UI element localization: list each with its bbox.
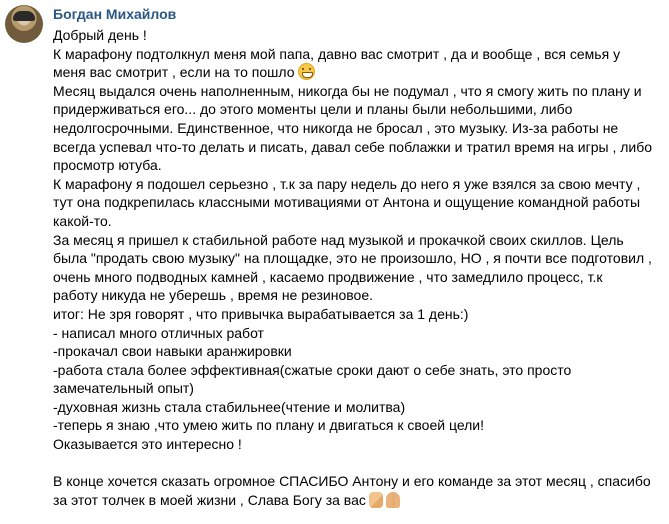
message-line [53,249,669,268]
message-line-text: -прокачал свои навыки аранжировки [53,343,292,360]
message-line-text: В конце хочется сказать огромное СПАСИБО Антону и его команде за этот месяц , спасибо [53,473,651,490]
message-line-text: работу никуда не уберешь , время не резиновое. [53,287,373,304]
message-line-text: К марафону подтолкнул меня мой папа, давно вас смотрит , да и вообще , вся семья у [53,45,621,62]
message-line-text: какой-то. [53,212,112,229]
message-line [53,398,669,417]
avatar-hat [13,11,35,21]
message-line [53,212,669,231]
message-line [53,193,669,212]
grinning-face-emoji [298,63,315,80]
message-line-text: просмотр ютуба. [53,157,162,174]
message-line [53,26,669,45]
message-line [53,379,669,398]
message-line [53,156,669,175]
message-line [53,416,669,435]
message-line [53,63,669,82]
message-line-text: очень много подводных камней , касаемо продвижение , что замедлило процесс, т.к [53,268,603,285]
message-line-text: придерживаться его... до этого моменты цели и планы были небольшими, либо [53,101,573,118]
message-line-text: - написал много отличных работ [53,324,264,341]
message-line-text: Оказывается это интересно ! [53,436,242,453]
message-line [53,138,669,157]
message-line [53,268,669,287]
message-line [53,175,669,194]
message-line-text: за этот толчек в моей жизни , Слава Богу за вас [53,491,366,508]
message-line [53,361,669,380]
message-line [53,100,669,119]
avatar[interactable] [5,5,43,43]
message-line-text: Добрый день ! [53,27,147,43]
message-line-text: -работа стала более эффективная(сжатые сроки дают о себе знать, это просто [53,361,572,378]
author-name[interactable]: Богдан Михайлов [53,6,177,22]
message-line [53,491,669,510]
flexed-biceps-emoji [369,492,383,508]
message-line-text: Месяц выдался очень наполненным, никогда бы не подумал , что я смогу жить по плану и [53,82,642,99]
message-line [53,472,669,491]
folded-hands-emoji [386,492,400,508]
message-line-text: -духовная жизнь стала стабильнее(чтение и молитва) [53,398,406,415]
message-body [53,26,669,509]
message-line-text: была "продать свою музыку" на площадке, это не произошло, НО , я почти все подготовил , [53,250,652,267]
message-line-text: итог: Не зря говорят , что привычка вырабатывается за 1 день:) [53,305,469,322]
message-line [53,435,669,454]
message-line-text: недолгосрочными. Единственное, что никогда не бросал , это музыку. Из-за работы не [53,119,619,136]
message-line [53,305,669,324]
message-line [53,119,669,138]
message-line [53,231,669,250]
message-line [53,45,669,64]
message-line-text: -теперь я знаю ,что умею жить по плану и двигаться к своей цели! [53,417,485,434]
message-line [53,286,669,305]
message-line-text: всегда успевал что-то делать и писать, давал себе поблажки и тратил время на игры , либо [53,138,653,155]
message-line [53,324,669,343]
message-line [53,342,669,361]
message-line-text: замечательный опыт) [53,380,194,397]
message-line [53,82,669,101]
message-line-text: тут она подкрепилась классными мотивациями от Антона и ощущение командной работы [53,194,641,211]
message-line [53,454,669,473]
message-line-text: меня вас смотрит , если на то пошло [53,64,295,81]
message-line-text: За месяц я пришел к стабильной работе над музыкой и прокачкой своих скиллов. Цель [53,231,624,248]
message-line-text: К марафону я подошел серьезно , т.к за пару недель до него я уже взялся за свою мечту , [53,175,641,192]
